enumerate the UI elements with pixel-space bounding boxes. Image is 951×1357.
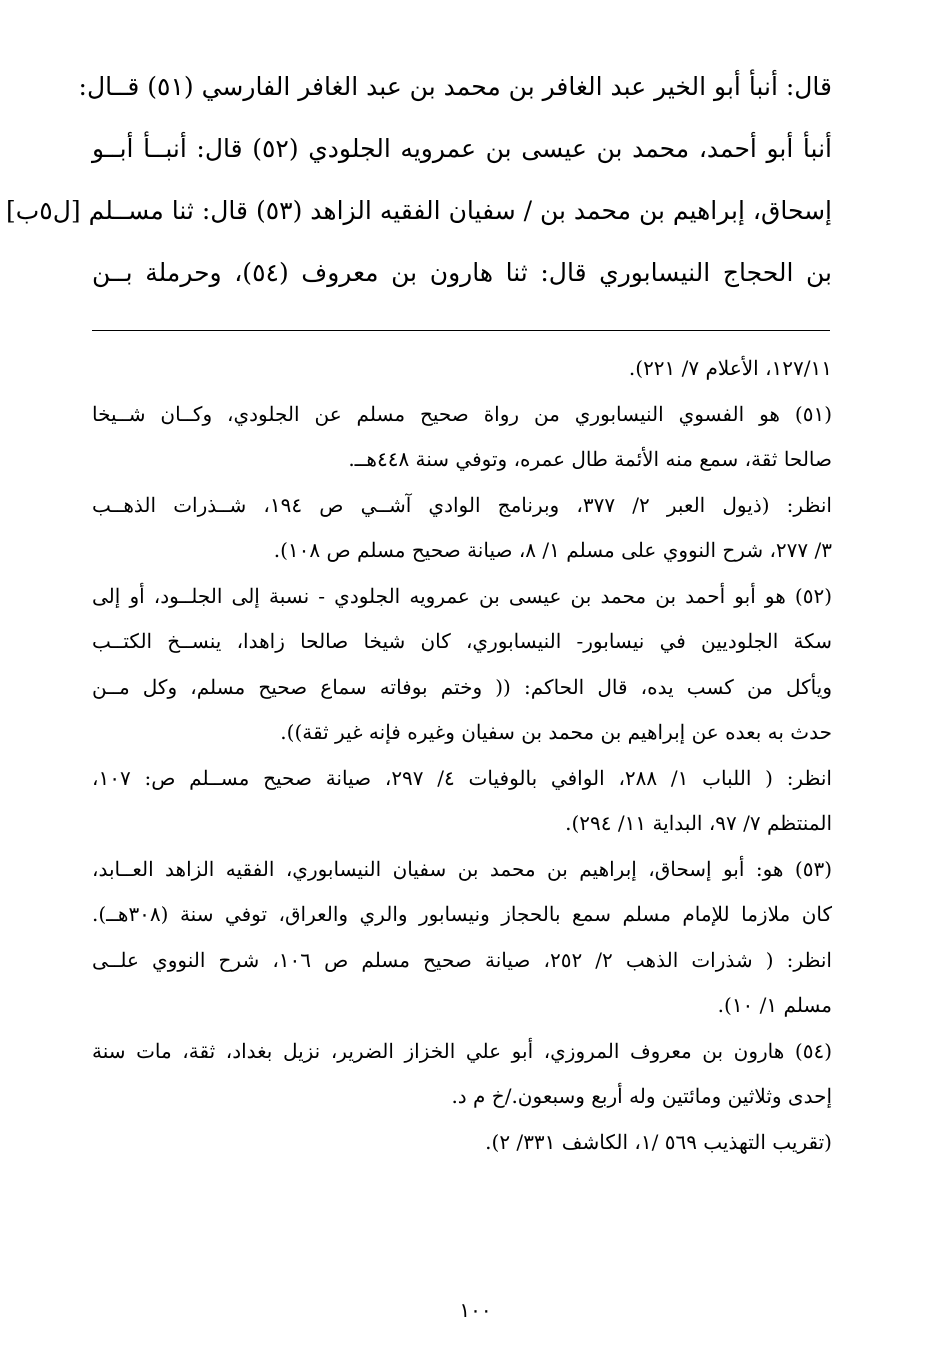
main-text-line: قال: أنبأ أبو الخير عبد الغافر بن محمد بن عبد الغافر الفارسي (٥١) قــال: (78, 72, 832, 101)
footnotes-block (92, 346, 832, 1165)
footnote-line: (٥٤) هارون بن معروف المروزي، أبو علي الخزاز الضرير، نزيل بغداد، ثقة، مات سنة (92, 1038, 832, 1063)
footnote-line: إحدى وثلاثين ومائتين وله أربع وسبعون./خ م د. (451, 1084, 832, 1108)
main-text-line: أنبأ أبو أحمد، محمد بن عيسى بن عمرويه الجلودي (٥٢) قال: أنبــأ أبــو (92, 134, 832, 163)
footnote-line: انظر: ( شذرات الذهب ٢/ ٢٥٢، صيانة صحيح مسلم ص ١٠٦، شرح النووي علــى (92, 947, 832, 972)
main-text-line: إسحاق، إبراهيم بن محمد بن / سفيان الفقيه الزاهد (٥٣) قال: ثنا مســلم [ل٥ب] (5, 196, 832, 225)
main-text-line: بن الحجاج النيسابوري قال: ثنا هارون بن معروف (٥٤)، وحرملة بــن (92, 258, 833, 287)
footnote-line: انظر: ( اللباب ١/ ٢٨٨، الوافي بالوفيات ٤/ ٢٩٧، صيانة صحيح مســلم ص: ١٠٧، (92, 765, 832, 790)
footnote-line: المنتظم ٧/ ٩٧، البداية ١١/ ٢٩٤). (565, 811, 832, 835)
footnote-line: (٥٢) هو أبو أحمد بن محمد بن عيسى بن عمرويه الجلودي - نسبة إلى الجلــود، أو إلى (92, 583, 832, 608)
footnote-line: ويأكل من كسب يده، قال الحاكم: (( وختم بوفاته سماع صحيح مسلم، وكل مــن (92, 674, 832, 699)
footnote-separator-rule (92, 330, 830, 331)
page-number: ١٠٠ (459, 1298, 492, 1322)
main-text-block (5, 56, 833, 304)
footnote-line: كان ملازما للإمام مسلم سمع بالحجاز ونيسابور والري والعراق، توفي سنة (٣٠٨هــ). (92, 902, 832, 926)
footnote-line: (٥١) هو الفسوي النيسابوري من رواة صحيح مسلم عن الجلودي، وكــان شــيخا (92, 401, 832, 426)
footnote-line: مسلم ١/ ١٠). (717, 993, 832, 1017)
footnote-line: ٣/ ٢٧٧، شرح النووي على مسلم ١/ ٨، صيانة صحيح مسلم ص ١٠٨). (273, 538, 832, 562)
footnote-line: صالحا ثقة، سمع منه الأئمة طال عمره، وتوفي سنة ٤٤٨هــ. (348, 447, 832, 471)
footnote-line: (تقريب التهذيب ٥٦٩ /١، الكاشف ٣٣١/ ٢). (485, 1129, 832, 1154)
footnote-line: ١٢٧/١١، الأعلام ٧/ ٢٢١). (628, 356, 832, 380)
footnote-line: انظر: (ذيول العبر ٢/ ٣٧٧، وبرنامج الوادي آشــي ص ١٩٤، شــذرات الذهــب (92, 492, 832, 517)
footnote-line: حدث به بعده عن إبراهيم بن محمد بن سفيان وغيره فإنه غير ثقة)). (280, 720, 832, 744)
footnote-line: (٥٣) هو: أبو إسحاق، إبراهيم بن محمد بن سفيان النيسابوري، الفقيه الزاهد العــابد، (92, 856, 832, 881)
footnote-line: سكة الجلوديين في نيسابور- النيسابوري، كان شيخا صالحا زاهدا، ينســخ الكتــب (92, 629, 832, 653)
